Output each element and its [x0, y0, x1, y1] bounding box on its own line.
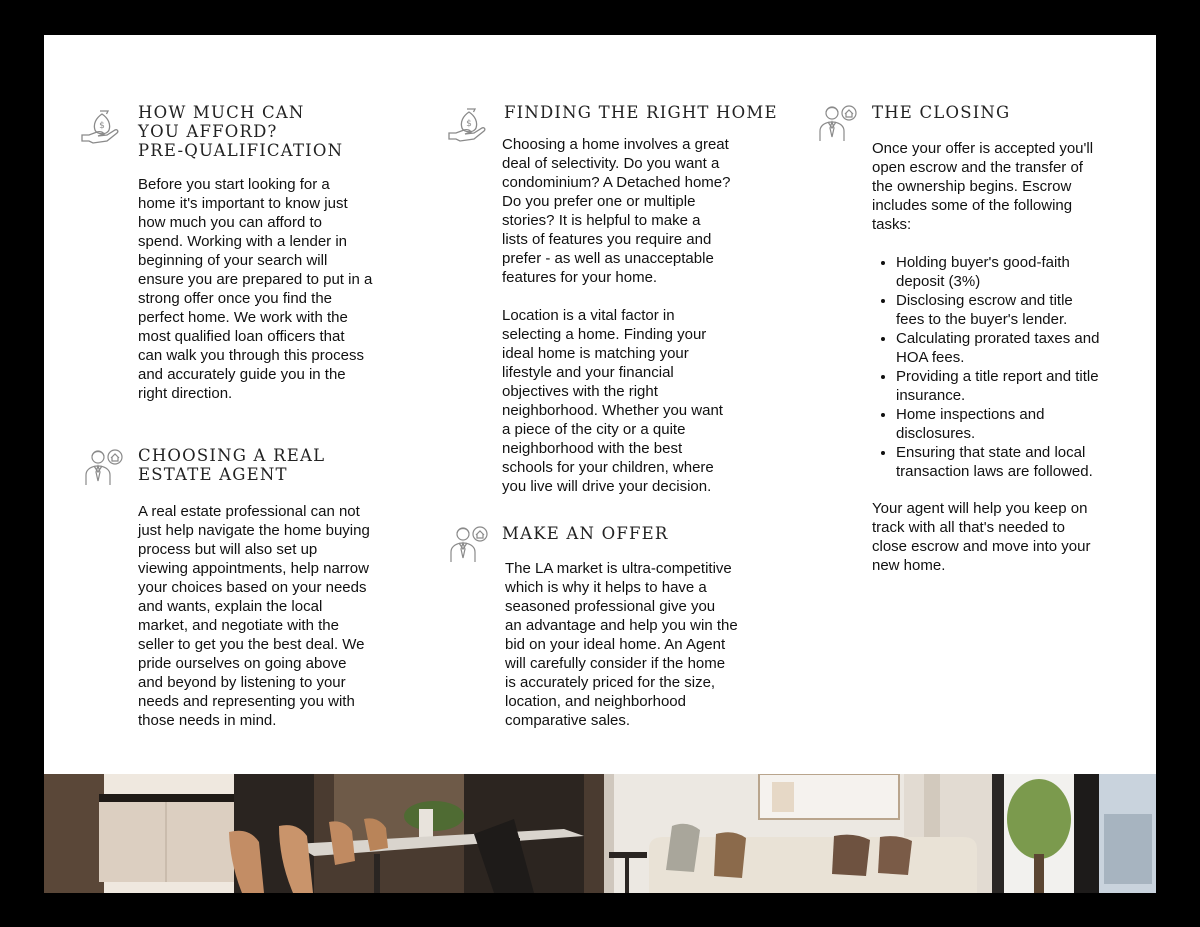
afford-heading-line: YOU AFFORD?	[138, 122, 278, 141]
offer-heading-line: MAKE AN OFFER	[502, 524, 669, 543]
agent-heading	[138, 446, 325, 484]
afford-heading	[138, 103, 343, 160]
closing-heading-line: THE CLOSING	[872, 103, 1011, 122]
list-item: • Calculating prorated taxes and HOA fees.	[896, 329, 1099, 367]
list-item: • Providing a title report and title insurance.	[896, 367, 1099, 405]
right-home-body: Choosing a home involves a great deal of selectivity. Do you want a condominium? A Detached home? Do you prefer one or multiple stories? It is helpful to make a lists of features you require and prefer - as well as unacceptable features for your home. Location is a vital factor in selecting a home. Finding your ideal home is matching your lifestyle and your financial objectives with the right neighborhood. Whether you want a piece of the city or a quite neighborhood with the best schools for your children, where you live will drive your decision.	[502, 136, 731, 495]
svg-text:$: $	[466, 119, 472, 129]
list-item: • Ensuring that state and local transaction laws are followed.	[896, 443, 1099, 481]
interior-photo-banner	[44, 774, 1156, 893]
closing-intro: Once your offer is accepted you'll open escrow and the transfer of the ownership begins. Escrow includes some of the following tasks:	[872, 140, 1094, 233]
agent-heading-line: ESTATE AGENT	[138, 465, 288, 484]
right-home-heading-line: FINDING THE RIGHT HOME	[504, 103, 778, 122]
list-item: • Holding buyer's good-faith deposit (3%)	[896, 253, 1099, 291]
closing-outro: Your agent will help you keep on track with all that's needed to close escrow and move into your new home.	[872, 500, 1091, 574]
offer-heading	[502, 524, 669, 543]
money-bag-hand-icon	[447, 103, 491, 147]
list-item: • Disclosing escrow and title fees to the buyer's lender.	[896, 291, 1099, 329]
agent-house-icon	[447, 522, 491, 566]
afford-body: Before you start looking for a home it's important to know just how much you can afford to spend. Working with a lender in beginning of your search will ensure you are prepared to put in a strong offer once you find the perfect home. We work with the most qualified loan officers that can walk you through this process and accurately guide you in the right direction.	[138, 176, 373, 402]
closing-task-list	[872, 253, 1099, 481]
brochure-page	[44, 35, 1156, 893]
svg-text:$: $	[99, 121, 105, 131]
closing-heading	[872, 103, 1010, 122]
afford-heading-line: HOW MUCH CAN	[138, 103, 305, 122]
money-bag-hand-icon	[80, 105, 124, 149]
right-home-heading	[504, 103, 778, 122]
agent-heading-line: CHOOSING A REAL	[138, 446, 326, 465]
list-item: • Home inspections and disclosures.	[896, 405, 1099, 443]
afford-heading-line: PRE-QUALIFICATION	[138, 141, 344, 160]
agent-house-icon	[82, 445, 126, 489]
agent-body: A real estate professional can not just help navigate the home buying process but will also set up viewing appointments, help narrow your choices based on your needs and wants, explain the local market, and negotiate with the seller to get you the best deal. We pride ourselves on going above and beyond by listening to your needs and representing you with those needs in mind.	[138, 503, 370, 729]
agent-house-icon	[816, 101, 860, 145]
offer-body: The LA market is ultra-competitive which is why it helps to have a seasoned professional give you an advantage and help you win the bid on your ideal home. An Agent will carefully consider if the home is accurately priced for the size, location, and neighborhood comparative sales.	[505, 560, 738, 729]
